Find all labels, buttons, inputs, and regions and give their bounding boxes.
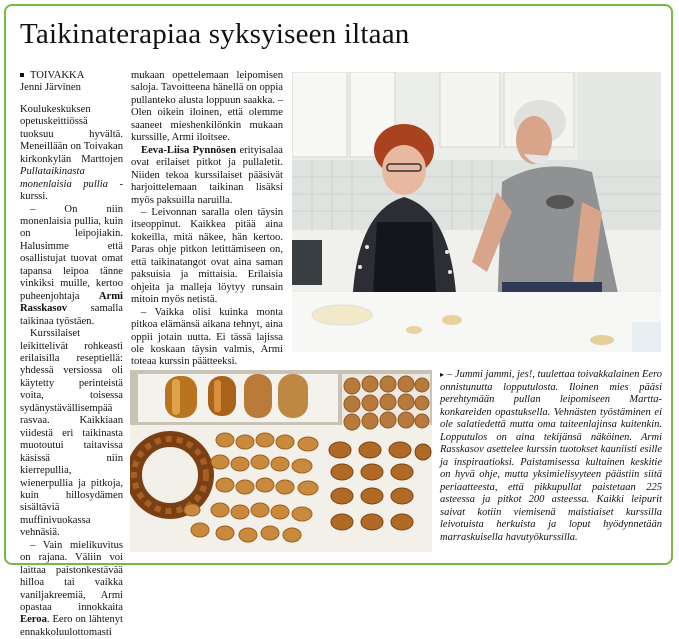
bullet-icon [20,73,24,77]
column-1 [20,70,123,639]
paragraph: Koulukeskuksen opetuskeittiössä tuoksuu hyvältä. Meneillään on Toivakan kirkonkylän Marttojen Pullataikinasta monenlaisia pullia -kurssi. [20,103,123,203]
photo-bakers [292,72,661,352]
paragraph: Eeva-Liisa Pynnösen erityisalaa ovat erilaiset pitkot ja pullaletit. Niiden tekoa kurssilaiset pääsivät harjoittelemaan taikinan lisäksi myös paksuilla naruilla. [131,144,283,206]
photo-bakers-illustration [292,72,661,352]
photo-pastries [130,370,432,552]
paragraph: – Vain mielikuvitus on rajana. Väliin voi laittaa paistonkestävää hilloa tai vaikka vaniljakreemiä, Armi opastaa innokkaita Eeroa. Eero on lähtenyt ennakkoluulottomasti [20,539,123,638]
column-2 [131,70,283,369]
headline: Taikinaterapiaa syksyiseen iltaan [20,18,410,50]
paragraph: mukaan opettelemaan leipomisen saloja. Tavoitteena hänellä on oppia pullanteko alusta loppuun saakka. – Olen oikein iloinen, että olemme saaneet mieshenkilönkin mukaan kurssille, Armi iloitsee. [131,70,283,144]
dept-label: TOIVAKKA [30,70,85,81]
paragraph: Kurssilaiset leikittelivät rohkeasti erilaisilla reseptiellä: yhdessä versiossa oli käytetty perinteistä voita, toisessa sydänystävällisempää rasvaa. Kaikkiaan viidestä eri taikinasta muotoutui taitavissa käsissä niin kierrepullia, wienerpullia ja pitkoja, kuin hillosydämen sisältäviä muffinivuokassa vehnäsiä. [20,328,123,539]
paragraph: – Vaikka olisi kuinka monta pitkoa elämänsä aikana tehnyt, aina oppii jotain uutta. Ei tässä lajissa ole koskaan täysin valmis, Armi toteaa kurssin päätteeksi. [131,306,283,368]
byline [20,70,123,95]
photo-caption: ▸ – Jummi jammi, jes!, tuulettaa toivakkalainen Eero onnistunutta lopputulosta. Iloinen mies pääsi perehtymään pullan leipomiseen Martta-konkareiden opastuksella. Vehnästen työstäminen ei ole salatiedettä mutta oma taiteenlajinsa kuitenkin. Lopputulos on aina tekijänsä näköinen. Armi Rasskasov asettelee kurssin tuotokset kauniisti esille ja inspiraatioksi. Paistamisessa kultainen keskitie on hyvä ohje, mutta yksimielisyyteen päästiin siitä periaatteesta, että pikkupullat paistetaan 225 asteessa ja pitkot 200 asteessa. Kaikki leipurit saivat kotiin viemisenä maistiaiset kurssilla leivotuista herkuista ja loput hyödynnetään marraskuisella havutyökurssilla. [440,369,662,543]
paragraph: – Leivonnan saralla olen täysin itseoppinut. Kaikkea pitää aina kokeilla, mitä näkee, hän kertoo. Paras ohje pitkon letittämiseen on, että taikinatangot ovat aina saman paksuisia ja mittaisia. Erilaisia ohjeita ja malleja löytyy runsain mitoin myös netistä. [131,206,283,306]
caption-marker-icon: ▸ [440,370,445,379]
author: Jenni Järvinen [20,82,81,94]
paragraph: – On niin monenlaisia pullia, kuin on leipojiakin. Halusimme että osallistujat tuovat omat tapansa leipoa tänne vinkiksi muille, kertoo puheenjohtaja Armi Rasskasov samalla taikinaa työstäen. [20,203,123,327]
photo-pastries-illustration [130,370,432,552]
